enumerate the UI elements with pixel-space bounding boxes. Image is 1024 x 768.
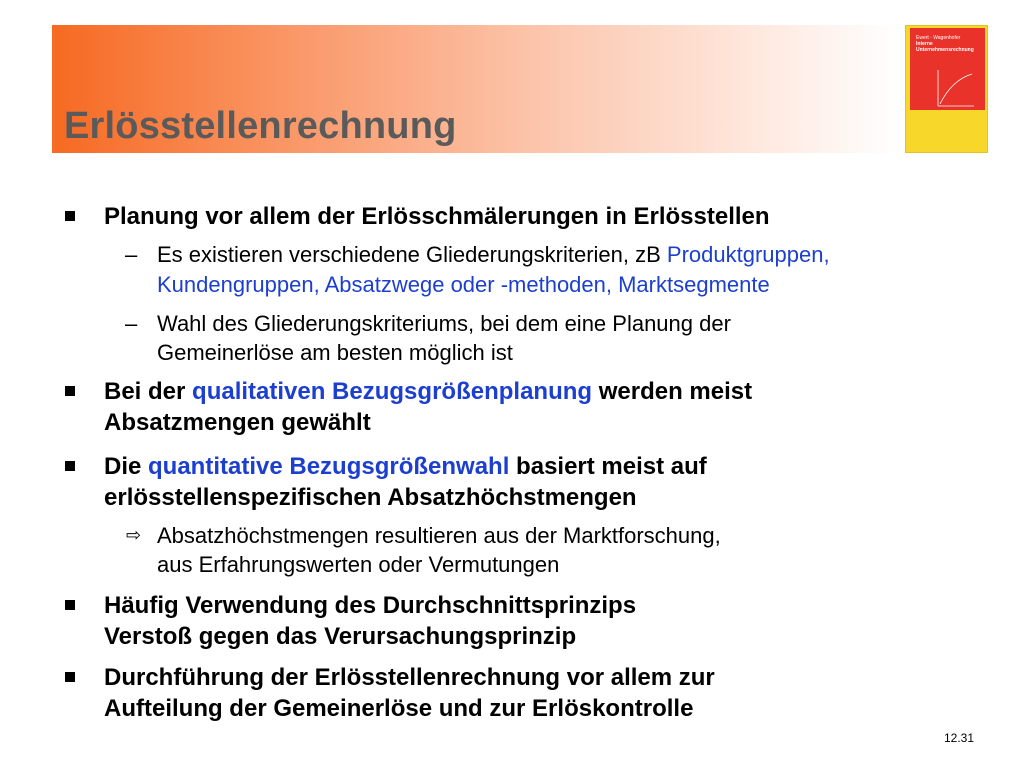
- bullet-square: [65, 600, 75, 610]
- page-number: 12.31: [944, 731, 975, 745]
- sub-bullet-1-1-line2: Kundengruppen, Absatzwege oder -methoden, Marktsegmente: [157, 272, 770, 297]
- bullet-2-line2: Absatzmengen gewählt: [104, 409, 371, 436]
- dash-bullet: –: [125, 311, 138, 336]
- highlight-text: qualitativen Bezugsgrößenplanung: [192, 378, 593, 405]
- bullet-2-line1: Bei der qualitativen Bezugsgrößenplanung werden meist: [104, 378, 753, 405]
- book-authors: Ewert · Wagenhofer: [916, 35, 961, 41]
- bullet-5-line1: Durchführung der Erlösstellenrechnung vor allem zur: [104, 664, 715, 691]
- arrow-icon: ⇨: [126, 525, 142, 545]
- bullet-4-line2: Verstoß gegen das Verursachungsprinzip: [104, 623, 577, 650]
- bullet-square: [65, 672, 75, 682]
- bullet-square: [65, 211, 75, 221]
- sub-bullet-1-2-line1: Wahl des Gliederungskriteriums, bei dem eine Planung der: [157, 311, 731, 336]
- bullet-3-line2: erlösstellenspezifischen Absatzhöchstmengen: [104, 484, 637, 511]
- book-title-line2: Unternehmensrechnung: [916, 47, 974, 53]
- sub-bullet-1-1-line1: Es existieren verschiedene Gliederungskriterien, zB Produktgruppen,: [157, 242, 830, 267]
- dash-bullet: –: [125, 242, 138, 267]
- bullet-1: Planung vor allem der Erlösschmälerungen in Erlösstellen: [104, 203, 770, 230]
- slide-title: Erlösstellenrechnung: [64, 105, 457, 147]
- bullet-3-line1: Die quantitative Bezugsgrößenwahl basiert meist auf: [104, 453, 707, 480]
- bullet-square: [65, 386, 75, 396]
- highlight-text: quantitative Bezugsgrößenwahl: [148, 453, 510, 480]
- book-title-line1: Interne: [916, 41, 933, 47]
- sub-bullet-3-1-line1: Absatzhöchstmengen resultieren aus der Marktforschung,: [157, 523, 721, 548]
- bullet-square: [65, 461, 75, 471]
- bullet-5-line2: Aufteilung der Gemeinerlöse und zur Erlöskontrolle: [104, 695, 694, 722]
- highlight-text: Produktgruppen,: [666, 242, 830, 267]
- sub-bullet-3-1-line2: aus Erfahrungswerten oder Vermutungen: [157, 552, 560, 577]
- sub-bullet-1-2-line2: Gemeinerlöse am besten möglich ist: [157, 340, 513, 365]
- bullet-4-line1: Häufig Verwendung des Durchschnittsprinzips: [104, 592, 637, 619]
